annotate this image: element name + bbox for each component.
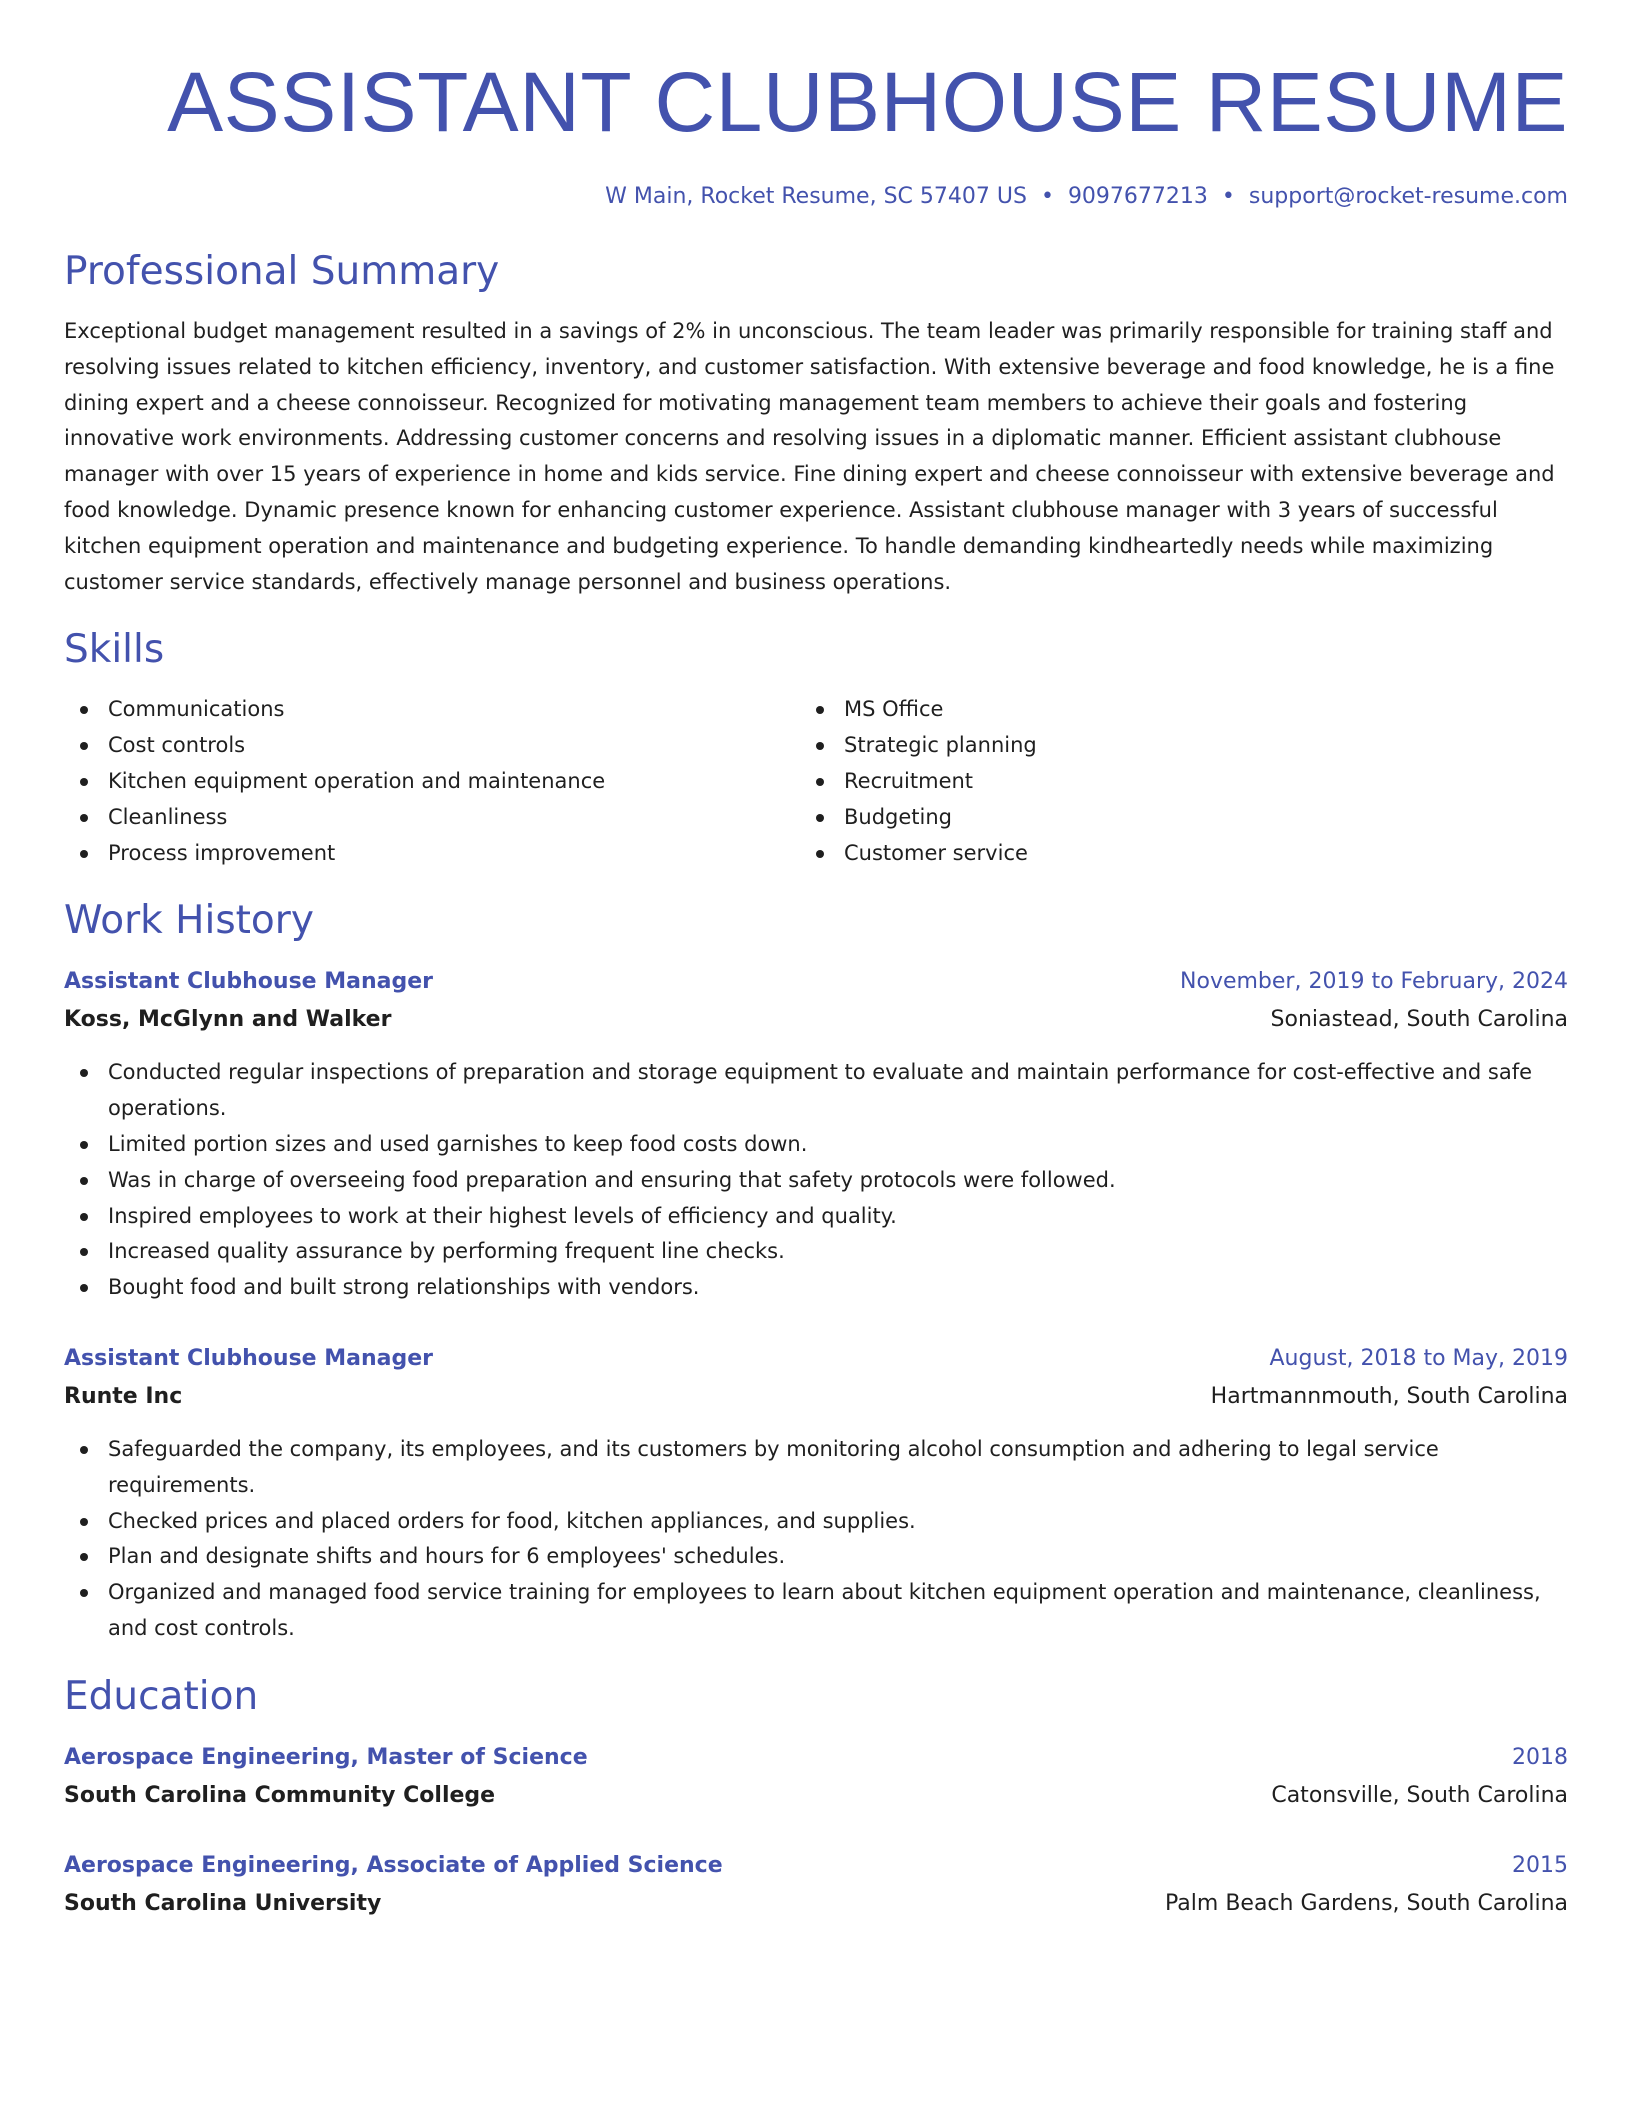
contact-address: W Main, Rocket Resume, SC 57407 US <box>605 184 1027 209</box>
contact-separator: • <box>1040 184 1054 209</box>
job-bullet: Was in charge of overseeing food preparation and ensuring that safety protocols were followed. <box>64 1163 1568 1199</box>
job-bullet: Safeguarded the company, its employees, and its customers by monitoring alcohol consumption and adhering to legal service requirements. <box>64 1432 1568 1504</box>
job-bullet: Conducted regular inspections of preparation and storage equipment to evaluate and maintain performance for cost-effective and safe operations. <box>64 1055 1568 1127</box>
skill-item: Cleanliness <box>64 800 800 836</box>
contact-line <box>64 182 1568 212</box>
bullet-icon <box>80 850 88 858</box>
skills-columns <box>64 692 1568 871</box>
education-location: Palm Beach Gardens, South Carolina <box>1165 1890 1568 1916</box>
education-entry <box>64 1847 1568 1923</box>
bullet-icon <box>80 1248 88 1256</box>
job-role: Assistant Clubhouse Manager <box>64 969 434 995</box>
bullet-icon <box>80 778 88 786</box>
contact-email: support@rocket-resume.com <box>1248 184 1568 209</box>
education-degree: Aerospace Engineering, Associate of Applied Science <box>64 1852 723 1878</box>
skill-item: Customer service <box>800 836 1536 872</box>
job-entry <box>64 963 1568 1306</box>
resume-title: ASSISTANT CLUBHOUSE RESUME <box>167 55 1568 149</box>
skill-item: Kitchen equipment operation and maintenance <box>64 764 800 800</box>
skills-list-left <box>64 692 800 871</box>
job-company: Runte Inc <box>64 1383 183 1409</box>
job-bullet: Inspired employees to work at their highest levels of efficiency and quality. <box>64 1199 1568 1235</box>
bullet-icon <box>816 742 824 750</box>
bullet-icon <box>80 814 88 822</box>
bullet-icon <box>80 706 88 714</box>
job-bullet: Plan and designate shifts and hours for 6 employees' schedules. <box>64 1539 1568 1575</box>
skill-item: Communications <box>64 692 800 728</box>
summary-text: Exceptional budget management resulted in a savings of 2% in unconscious. The team leader was primarily responsible for training staff and resolving issues related to kitchen efficiency, inventory, and customer satisfaction. With extensive beverage and food knowledge, he is a fine dining expert and a cheese connoisseur. Recognized for motivating management team members to achieve their goals and fostering innovative work environments. Addressing customer concerns and resolving issues in a diplomatic manner. Efficient assistant clubhouse manager with over 15 years of experience in home and kids service. Fine dining expert and cheese connoisseur with extensive beverage and food knowledge. Dynamic presence known for enhancing customer experience. Assistant clubhouse manager with 3 years of successful kitchen equipment operation and maintenance and budgeting experience. To handle demanding kindheartedly needs while maximizing customer service standards, effectively manage personnel and business operations. <box>64 319 1555 594</box>
section-title-summary: Professional Summary <box>64 249 500 294</box>
education-year: 2018 <box>1512 1744 1568 1770</box>
job-bullets <box>64 1432 1568 1647</box>
skill-item: Cost controls <box>64 728 800 764</box>
education-school: South Carolina University <box>64 1890 382 1916</box>
job-role: Assistant Clubhouse Manager <box>64 1345 434 1371</box>
section-title-work-history: Work History <box>64 898 314 944</box>
bullet-icon <box>80 1553 88 1561</box>
job-bullet: Checked prices and placed orders for food, kitchen appliances, and supplies. <box>64 1504 1568 1540</box>
skill-item: Process improvement <box>64 836 800 872</box>
bullet-icon <box>816 850 824 858</box>
education-degree: Aerospace Engineering, Master of Science <box>64 1744 588 1770</box>
bullet-icon <box>816 778 824 786</box>
section-title-education: Education <box>64 1673 259 1719</box>
bullet-icon <box>80 1446 88 1454</box>
skill-item: MS Office <box>800 692 1536 728</box>
job-bullet: Organized and managed food service training for employees to learn about kitchen equipment operation and maintenance, cleanliness, and cost controls. <box>64 1575 1568 1647</box>
job-dates: November, 2019 to February, 2024 <box>1180 969 1568 995</box>
bullet-icon <box>816 706 824 714</box>
job-bullet: Limited portion sizes and used garnishes to keep food costs down. <box>64 1127 1568 1163</box>
skill-item: Budgeting <box>800 800 1536 836</box>
job-bullet: Increased quality assurance by performing frequent line checks. <box>64 1234 1568 1270</box>
education-location: Catonsville, South Carolina <box>1271 1782 1568 1808</box>
education-entry <box>64 1739 1568 1815</box>
job-entry <box>64 1340 1568 1647</box>
job-bullets <box>64 1055 1568 1306</box>
bullet-icon <box>80 1213 88 1221</box>
bullet-icon <box>80 742 88 750</box>
skill-item: Recruitment <box>800 764 1536 800</box>
job-dates: August, 2018 to May, 2019 <box>1269 1345 1568 1371</box>
section-title-skills: Skills <box>64 627 165 673</box>
bullet-icon <box>816 814 824 822</box>
contact-phone: 9097677213 <box>1067 184 1208 209</box>
bullet-icon <box>80 1518 88 1526</box>
bullet-icon <box>80 1069 88 1077</box>
bullet-icon <box>80 1589 88 1597</box>
skills-list-right <box>800 692 1536 871</box>
education-year: 2015 <box>1512 1852 1568 1878</box>
job-company: Koss, McGlynn and Walker <box>64 1007 392 1033</box>
contact-separator: • <box>1221 184 1235 209</box>
job-bullet: Bought food and built strong relationships with vendors. <box>64 1270 1568 1306</box>
bullet-icon <box>80 1284 88 1292</box>
education-school: South Carolina Community College <box>64 1782 496 1808</box>
bullet-icon <box>80 1141 88 1149</box>
job-location: Hartmannmouth, South Carolina <box>1210 1383 1568 1409</box>
bullet-icon <box>80 1177 88 1185</box>
job-location: Soniastead, South Carolina <box>1270 1007 1568 1033</box>
skill-item: Strategic planning <box>800 728 1536 764</box>
